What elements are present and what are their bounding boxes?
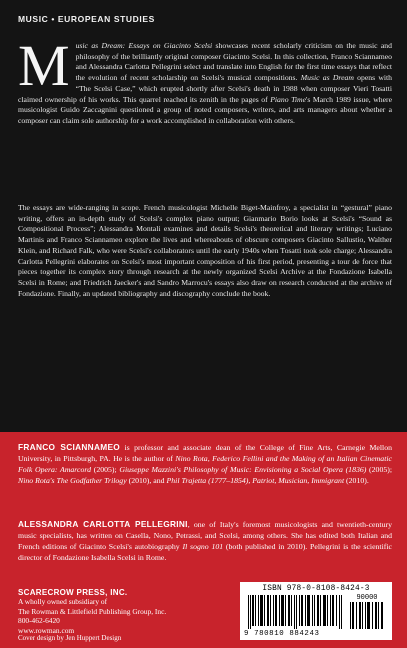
italic-title: Phil Trajetta (1777–1854), Patriot, Musician, Immigrant	[166, 476, 345, 485]
text-run: opens with “The Scelsi Case,” which erupted shortly after Scelsi's death in 1988 when composer Vieri Tosatti claimed ownership of his works. This quarrel reached its zenith in the pages of	[18, 73, 392, 104]
author-name: ALESSANDRA CARLOTTA PELLEGRINI	[18, 519, 188, 529]
italic-title: Giuseppe Mazzini's Philosophy of Music: Envisioning a Social Opera (1836)	[119, 465, 367, 474]
publisher-block	[18, 588, 208, 635]
isbn-label: ISBN 978-0-8108-8424-3	[262, 585, 370, 593]
text-run: 's March 1989 issue, where musicologist Guido Zaccagnini questioned a group of noted composers, writers, and arts managers about whether a composer can claim sole authorship for a work accomplished in collaboration with others.	[18, 94, 392, 125]
italic-title: usic as Dream: Essays on Giacinto Scelsi	[75, 41, 213, 50]
italic-title: Nino Rota's The Godfather Trilogy	[18, 476, 127, 485]
author-panel	[0, 432, 407, 648]
text-run: showcases recent scholarly criticism on the music and philosophy of the brilliantly original composer Giacinto Scelsi. In this collection, Franco Sciannameo and Alessandra Carlotta Pellegrini select and translate into English for the first time essays that reflect the evolution of recent scholarship on Scelsi's musical compositions.	[75, 41, 392, 83]
italic-title: Nino Rota, Federico Fellini and the Making of an Italian Cinematic Folk Opera: Amarcord	[18, 454, 393, 474]
text-run: , one of Italy's foremost musicologists and twentieth-century music specialists, has written on Casella, Nono, Petrassi, and Scelsi, among others. She has edited both Italian and French editions of Giacinto Scelsi's autobiography	[18, 520, 392, 551]
ean-digits: 9 780810 884243	[244, 630, 320, 638]
italic-title: Il sogno 101	[182, 542, 224, 551]
author-bio-pellegrini	[18, 519, 392, 563]
text-run: (2005);	[366, 465, 392, 474]
ean-barcode-bars	[248, 595, 344, 629]
text-run: (2005);	[91, 465, 120, 474]
text-run: (2010), and	[126, 476, 167, 485]
author-bio-sciannameo	[18, 442, 392, 486]
text-run: is professor and associate dean of the College of Fine Arts, Carnegie Mellon University, in Pittsburgh, PA. He is the author of	[18, 443, 392, 463]
publisher-line: A wholly owned subsidiary of	[18, 597, 108, 607]
addon-code: 90000	[356, 594, 378, 602]
text-run: The essays are wide-ranging in scope. French musicologist Michelle Biget-Mainfroy, a specialist in “gestural” piano writing, offers an in-depth study of Scelsi's complex piano output; Gianmario Borio looks at Scelsi's “Sound as Compositional Process”; Alessandra Montali examines and details Scelsi's theoretical and literary writings; Luciano Martinis and Franco Sciannameo explore the lives and whereabouts of obscure composers Giacinto Sallustio, Walther Klein, and Richard Falk, who were Scelsi's collaborators until the early 1940s when Tosatti took sole charge; Alessandra Carlotta Pellegrini elaborates on Scelsi's most important composition of his first period, presenting a tour de force that pieces together its complex story through research at the newly organized Scelsi Archive at the Fondazione Isabella Scelsi in Rome; and Friedrich Jaecker's and Sandro Marrocu's essays also draw on research conducted at the archive of Fondazione. Finally, an updated bibliography and discography conclude the book.	[18, 203, 392, 298]
description-paragraph-1	[18, 33, 392, 127]
publisher-name: SCARECROW PRESS, INC.	[18, 588, 128, 597]
text-run: (both published in 2010). Pellegrini is the scientific director of Fondazione Isabella Scelsi in Rome.	[18, 542, 392, 562]
addon-barcode-bars	[350, 602, 384, 629]
category-label: MUSIC • EUROPEAN STUDIES	[18, 14, 155, 24]
publisher-website: www.rowman.com	[18, 625, 75, 635]
italic-title: Piano Time	[270, 94, 307, 104]
isbn-barcode	[240, 582, 392, 640]
description-paragraph-1-text	[18, 33, 392, 125]
italic-title: Music as Dream	[300, 73, 354, 83]
description-paragraph-2	[18, 203, 392, 299]
text-run: (2010).	[344, 476, 369, 485]
cover-design-credit: Cover design by Jen Huppert Design	[18, 634, 122, 642]
publisher-line: The Rowman & Littlefield Publishing Group, Inc.	[18, 606, 167, 616]
drop-cap: M	[18, 33, 70, 98]
publisher-phone: 800-462-6420	[18, 616, 60, 626]
author-name: FRANCO SCIANNAMEO	[18, 442, 121, 452]
